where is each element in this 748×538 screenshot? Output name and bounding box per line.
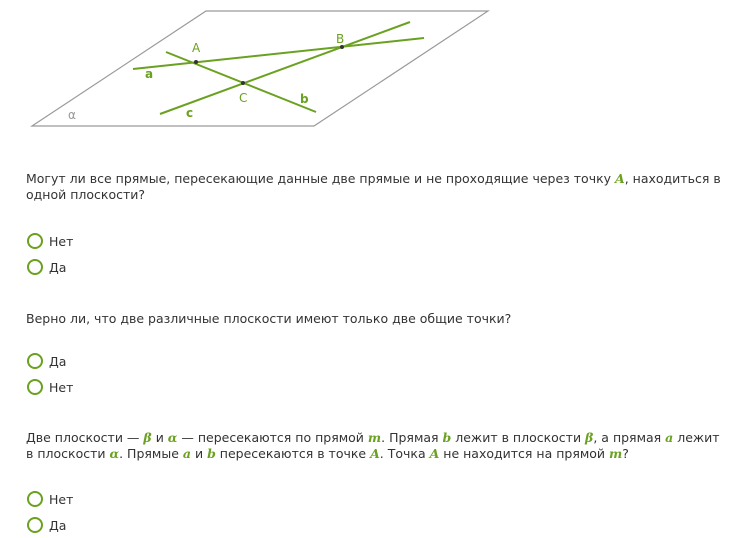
q3-math: b	[207, 446, 216, 461]
q1-option-2-label: Да	[49, 259, 67, 275]
question-2-text	[26, 311, 726, 327]
radio-icon[interactable]	[27, 353, 43, 369]
label-point-B: B	[336, 32, 345, 46]
q3-text: и	[190, 446, 208, 461]
question-1-text	[26, 171, 726, 203]
q3-text: — пересекаются по прямой	[177, 430, 368, 445]
q3-math: A	[429, 446, 440, 461]
radio-icon[interactable]	[27, 233, 43, 249]
q3-math: a	[665, 430, 674, 445]
q3-text: и	[151, 430, 168, 445]
line-a	[133, 38, 424, 69]
q3-math: β	[585, 430, 594, 445]
q3-text: Две плоскости —	[26, 430, 144, 445]
q3-option-2-label: Да	[49, 517, 67, 533]
q3-math: m	[367, 430, 382, 445]
q2-option-1[interactable]	[27, 352, 66, 370]
geometry-figure	[0, 0, 748, 140]
q3-option-2[interactable]	[27, 516, 66, 534]
q3-text: ?	[622, 446, 629, 461]
q3-option-1-label: Нет	[49, 491, 74, 507]
label-point-C: C	[239, 91, 248, 105]
plane-alpha	[32, 11, 488, 126]
q3-math: A	[370, 446, 380, 461]
q1-option-2[interactable]	[27, 258, 66, 276]
q1-text-after: , находиться в одной плоскости?	[26, 171, 721, 202]
q3-text: пересекаются в точке	[215, 446, 371, 461]
q2-option-2-label: Нет	[49, 379, 74, 395]
question-3-text	[26, 430, 726, 462]
q3-math: α	[109, 446, 120, 461]
q1-option-1-label: Нет	[49, 233, 74, 249]
plane-label: α	[68, 108, 76, 122]
point-C	[241, 81, 245, 85]
label-line-b: b	[300, 92, 309, 106]
radio-icon[interactable]	[27, 379, 43, 395]
q3-math: a	[182, 446, 191, 461]
q3-option-1[interactable]	[27, 490, 73, 508]
q3-text: , а прямая	[593, 430, 666, 445]
label-line-c: c	[186, 106, 194, 120]
q3-text: . Прямая	[381, 430, 443, 445]
q3-math: b	[442, 430, 452, 445]
q1-text-before: Могут ли все прямые, пересекающие данные две прямые и не проходящие через точку	[26, 171, 616, 186]
q3-text: . Прямые	[119, 446, 183, 461]
q2-option-2[interactable]	[27, 378, 73, 396]
q3-text: лежит в плоскости	[451, 430, 586, 445]
q3-math: m	[609, 446, 623, 461]
q3-math: β	[143, 430, 152, 445]
radio-icon[interactable]	[27, 491, 43, 507]
q3-math: α	[167, 430, 178, 445]
point-A	[194, 60, 198, 64]
q1-option-1[interactable]	[27, 232, 73, 250]
q2-text: Верно ли, что две различные плоскости имеют только две общие точки?	[26, 311, 512, 326]
q1-math-A: A	[615, 171, 625, 186]
q2-option-1-label: Да	[49, 353, 67, 369]
radio-icon[interactable]	[27, 517, 43, 533]
label-line-a: a	[145, 67, 154, 81]
radio-icon[interactable]	[27, 259, 43, 275]
q3-text: лежит в плоскости	[26, 430, 720, 461]
q3-text: не находится на прямой	[439, 446, 610, 461]
q3-text: . Точка	[379, 446, 430, 461]
label-point-A: A	[192, 41, 201, 55]
